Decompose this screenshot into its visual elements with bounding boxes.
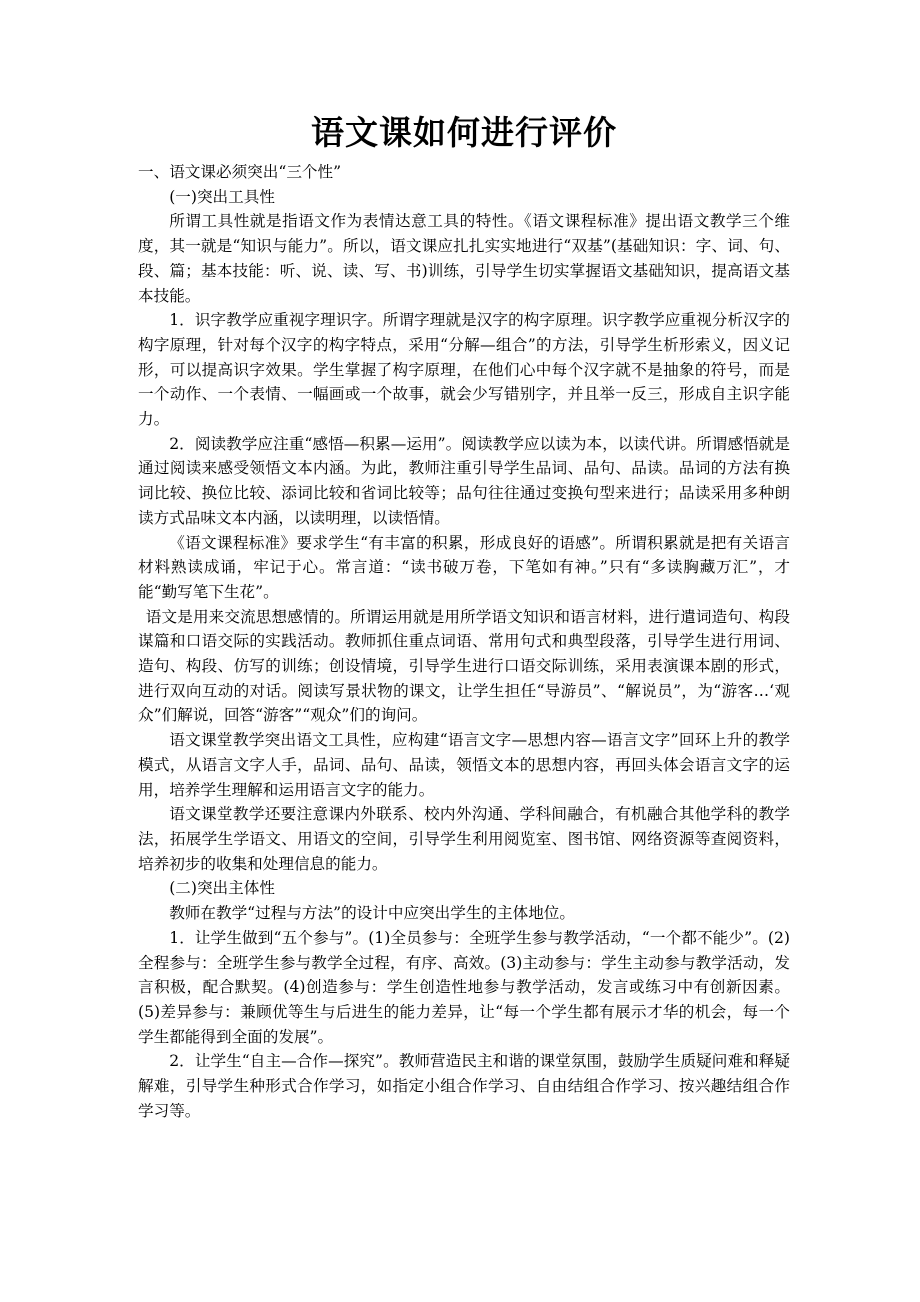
paragraph: 语文课堂教学突出语文工具性，应构建“语言文字—思想内容—语言文字”回环上升的教学模式，从语言文字人手，品词、品句、品读，领悟文本的思想内容，再回头体会语言文字的运用，培养学生理解和运用语言文字的能力。 bbox=[138, 731, 790, 799]
paragraph: 1．让学生做到“五个参与”。(1)全员参与：全班学生参与教学活动，“一个都不能少”。(2)全程参与：全班学生参与教学全过程，有序、高效。(3)主动参与：学生主动参与教学活动，发言积极，配合默契。(4)创造参与：学生创造性地参与教学活动，发言或练习中有创新因素。(5)差异参与：兼顾优等生与后进生的能力差异，让“每一个学生都有展示才华的机会，每一个学生都能得到全面的发展”。 bbox=[138, 928, 790, 1046]
document-body bbox=[138, 160, 790, 1123]
paragraph: (二)突出主体性 bbox=[169, 879, 275, 898]
paragraph: 1．识字教学应重视字理识字。所谓字理就是汉字的构字原理。识字教学应重视分析汉字的构字原理，针对每个汉字的构字特点，采用“分解—组合”的方法，引导学生析形索义，因义记形，可以提高识字效果。学生掌握了构字原理，在他们心中每个汉字就不是抽象的符号，而是一个动作、一个表情、一幅画或一个故事，就会少写错别字，并且举一反三，形成自主识字能力。 bbox=[138, 311, 790, 429]
paragraph: 所谓工具性就是指语文作为表情达意工具的特性。《语文课程标准》提出语文教学三个维度，其一就是“知识与能力”。所以，语文课应扎扎实实地进行“双基”(基础知识：字、词、句、段、篇；基本技能：听、说、读、写、书)训练，引导学生切实掌握语文基础知识，提高语文基本技能。 bbox=[138, 212, 790, 305]
paragraph: 语文是用来交流思想感情的。所谓运用就是用所学语文知识和语言材料，进行遣词造句、构段谋篇和口语交际的实践活动。教师抓住重点词语、常用句式和典型段落，引导学生进行用词、造句、构段、仿写的训练；创设情境，引导学生进行口语交际训练，采用表演课本剧的形式，进行双向互动的对话。阅读写景状物的课文，让学生担任“导游员”、“解说员”，为“游客…‘观众”们解说，回答“游客”“观众”们的询问。 bbox=[138, 607, 790, 725]
document-title: 语文课如何进行评价 bbox=[311, 116, 617, 152]
paragraph: 2．阅读教学应注重“感悟—积累—运用”。阅读教学应以读为本，以读代讲。所谓感悟就是通过阅读来感受领悟文本内涵。为此，教师注重引导学生品词、品句、品读。品词的方法有换词比较、换位比较、添词比较和省词比较等；品句往往通过变换句型来进行；品读采用多种朗读方式品味文本内涵，以读明理，以读悟情。 bbox=[138, 434, 790, 527]
paragraph: 2．让学生“自主—合作—探究”。教师营造民主和谐的课堂氛围，鼓励学生质疑问难和释疑解难，引导学生种形式合作学习，如指定小组合作学习、自由结组合作学习、按兴趣结组合作学习等。 bbox=[138, 1052, 790, 1120]
paragraph: 《语文课程标准》要求学生“有丰富的积累，形成良好的语感”。所谓积累就是把有关语言材料熟读成诵，牢记于心。常言道：“读书破万卷，下笔如有神。”只有“多读胸藏万汇”，才能“勤写笔下生花”。 bbox=[138, 533, 790, 601]
document-page bbox=[138, 112, 790, 1123]
paragraph: 教师在教学“过程与方法”的设计中应突出学生的主体地位。 bbox=[169, 904, 575, 923]
paragraph: (一)突出工具性 bbox=[169, 187, 275, 206]
paragraph: 语文课堂教学还要注意课内外联系、校内外沟通、学科间融合，有机融合其他学科的教学法，拓展学生学语文、用语文的空间，引导学生利用阅览室、图书馆、网络资源等查阅资料，培养初步的收集和处理信息的能力。 bbox=[138, 805, 790, 873]
paragraph: 一、语文课必须突出“三个性” bbox=[138, 163, 342, 181]
